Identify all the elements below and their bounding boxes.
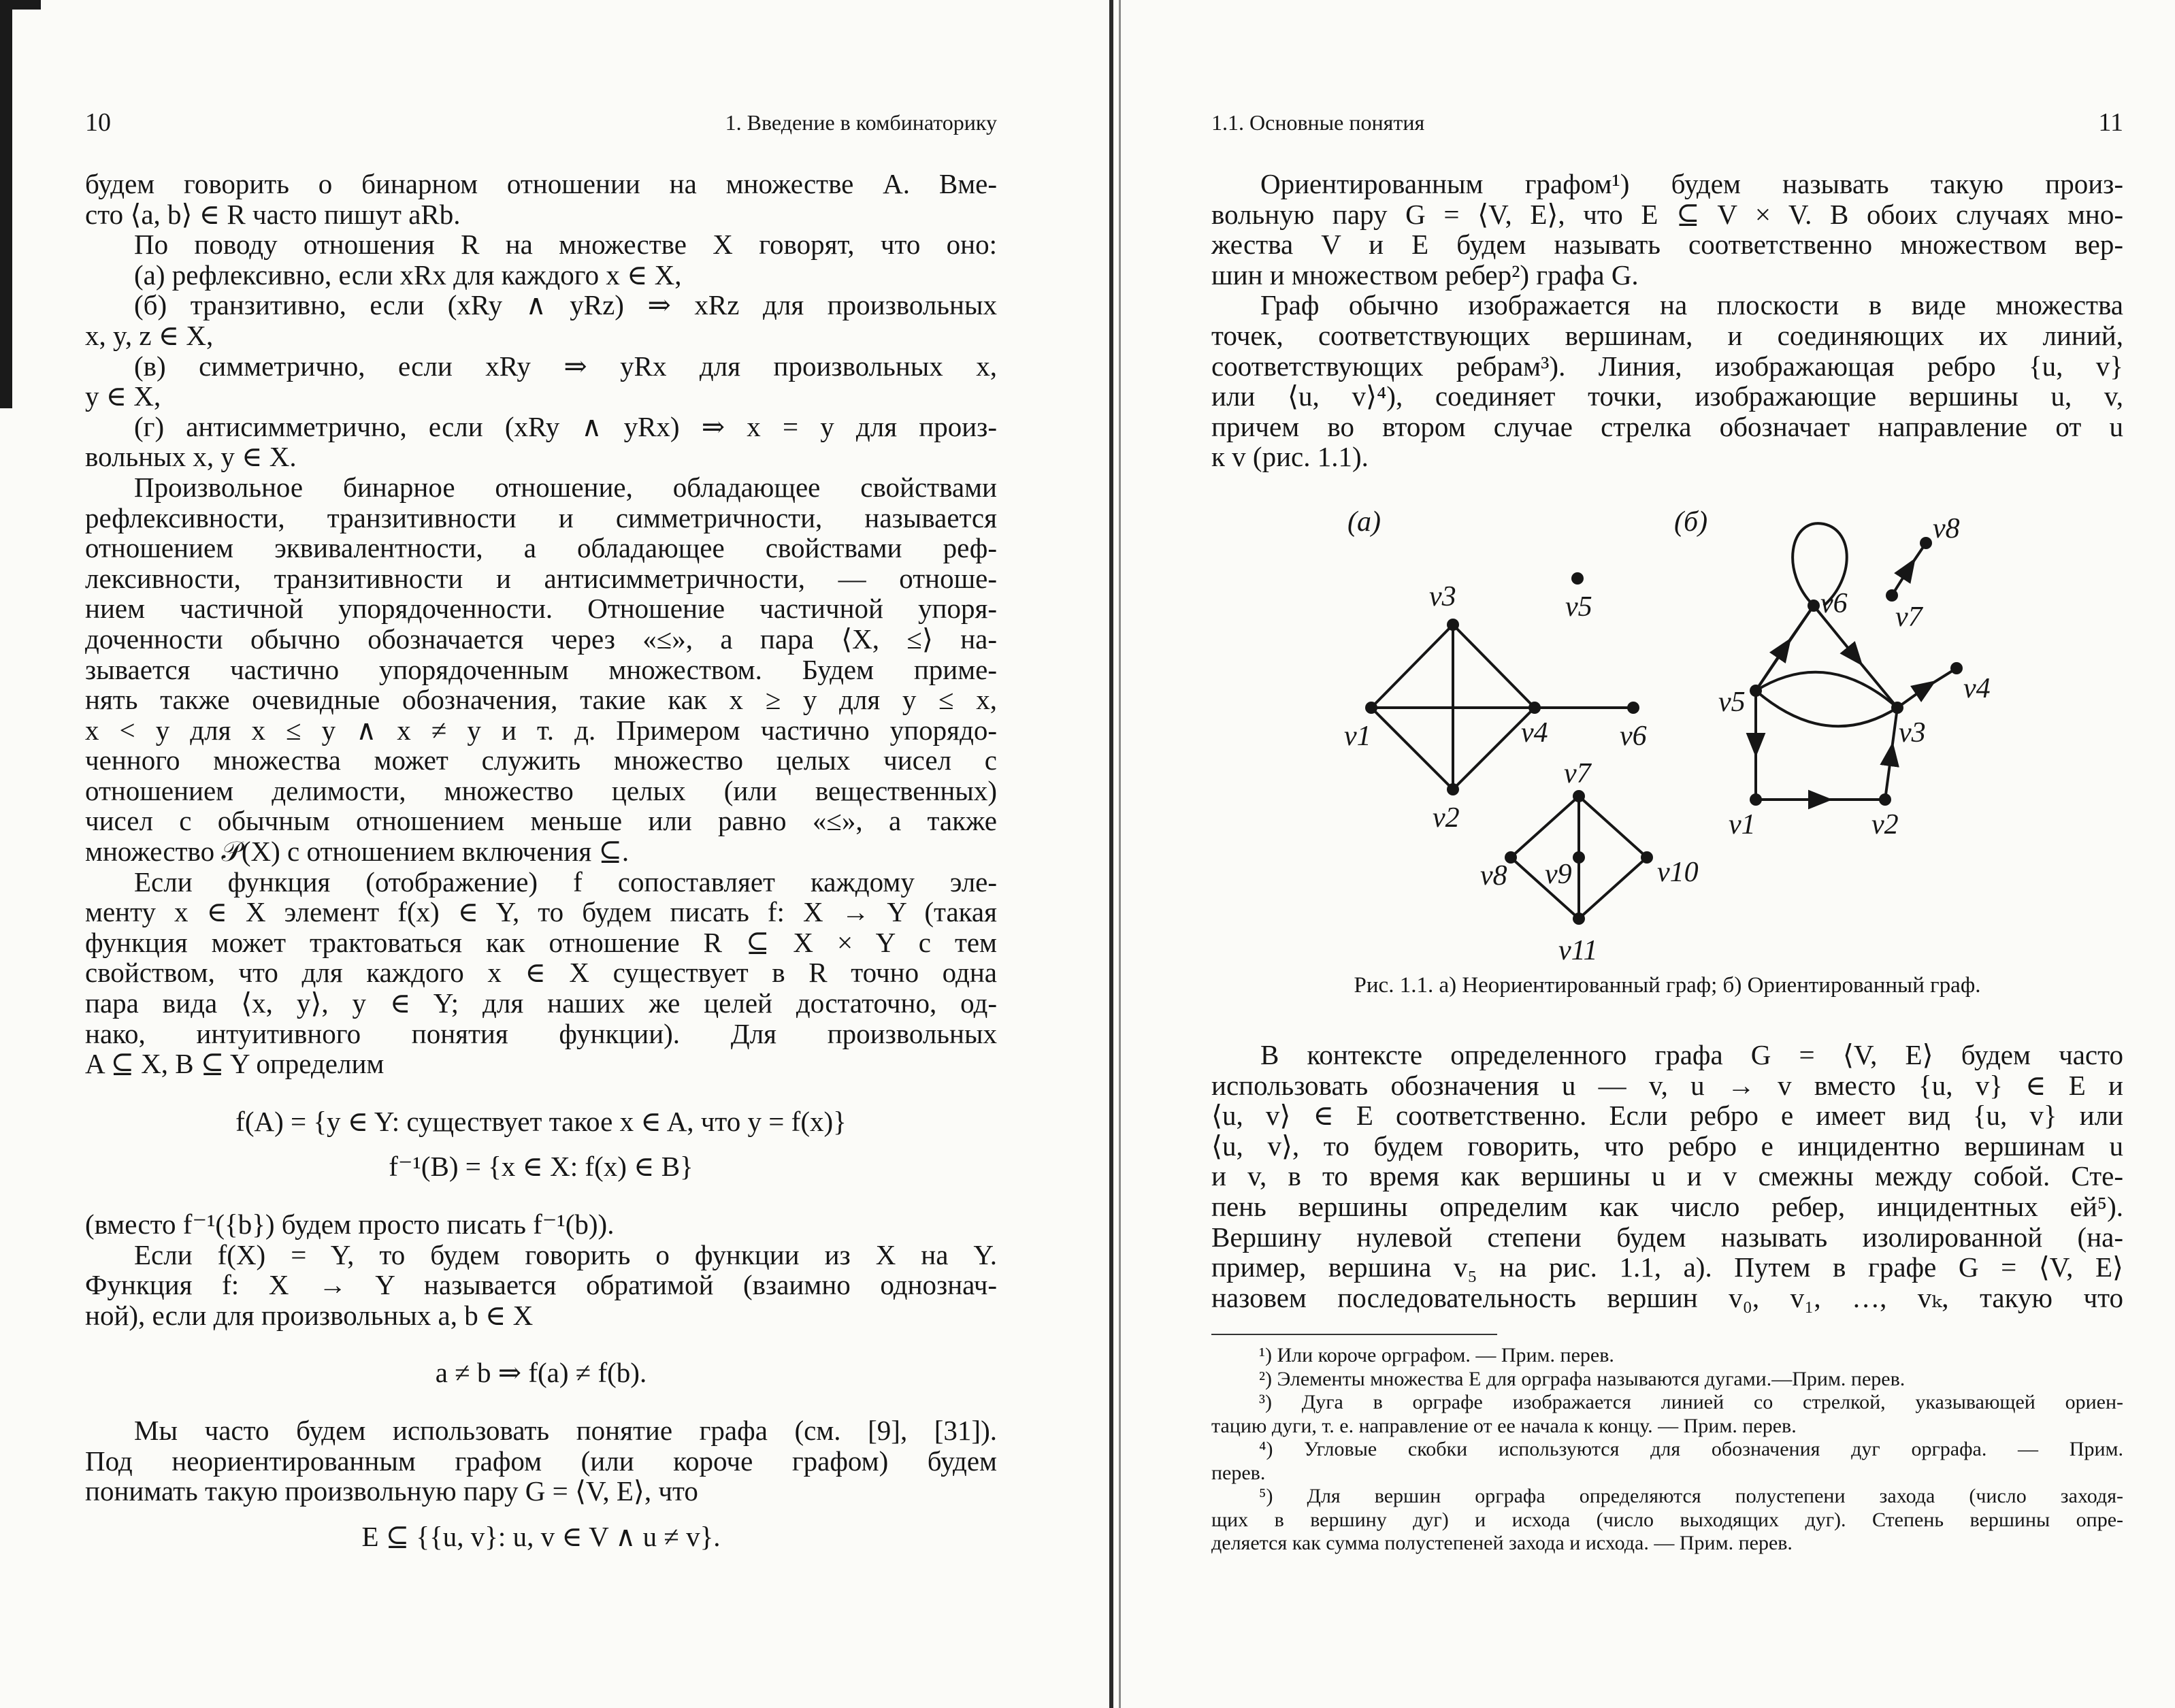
left-page-header	[85, 108, 997, 142]
graph-a-vertex	[1627, 702, 1639, 714]
figure-1-1	[1211, 490, 2123, 966]
footnote-line: ⁵) Для вершин орграфа определяются полустепени захода (число заходя-	[1259, 1485, 2123, 1507]
text-line: лексивности, транзитивности и антисимметричности, — отноше-	[85, 562, 997, 594]
graph-a-vertex	[1447, 783, 1459, 795]
text-line: вольную пару G = ⟨V, E⟩, что E ⊆ V × V. В обоих случаях мно-	[1211, 198, 2123, 230]
graph-a-label: v7	[1564, 758, 1591, 789]
text-line: (б) транзитивно, если (xRy ∧ yRz) ⇒ xRz для произвольных	[134, 289, 997, 321]
footnote-line: щих в вершину дуг) и исхода (число выходящих дуг). Степень вершины опре-	[1211, 1508, 2123, 1531]
scan-border-mark-top	[0, 0, 41, 10]
text-line: ⟨u, v⟩ ∈ E соответственно. Если ребро e имеет вид {u, v} или	[1211, 1100, 2123, 1132]
graph-b-label: v4	[1963, 673, 1991, 704]
graph-b-arc	[1885, 708, 1897, 800]
text-line: отношением эквивалентности, а обладающее свойствами реф-	[85, 532, 997, 564]
text-line: назовем последовательность вершин v₀, v₁, …, vₖ, такую что	[1211, 1281, 2123, 1313]
text-line: нием частичной упорядоченности. Отношение частичной упоря-	[85, 593, 997, 625]
graph-a-edge	[1371, 708, 1453, 789]
graph-b-vertex	[1886, 589, 1898, 602]
graph-b-vertex	[1750, 685, 1762, 697]
text-line: Функция f: X → Y называется обратимой (взаимно однознач-	[85, 1269, 997, 1301]
running-title: 1. Введение в комбинаторику	[725, 110, 997, 135]
graph-a-label: v1	[1344, 721, 1371, 752]
text-line: (г) антисимметрично, если (xRy ∧ yRx) ⇒ x = y для произ-	[134, 410, 997, 442]
text-line: пень вершины определим как число ребер, инцидентных ей⁵).	[1211, 1190, 2123, 1222]
graph-b-arc	[1897, 668, 1957, 708]
text-line: y ∈ X,	[85, 380, 161, 412]
text-line: сто ⟨a, b⟩ ∈ R часто пишут aRb.	[85, 198, 461, 230]
text-line: к v (рис. 1.1).	[1211, 441, 1369, 473]
graph-a-label: v5	[1565, 591, 1592, 623]
text-line: использовать обозначения u — v, u → v вместо {u, v} ∈ E и	[1211, 1069, 2123, 1101]
text-line: рефлексивности, транзитивности и симметричности, называется	[85, 502, 997, 533]
graph-b-vertex	[1920, 537, 1932, 549]
text-line: Ориентированным графом¹) будем называть такую произ-	[1260, 168, 2123, 199]
text-line: (вместо f⁻¹({b}) будем просто писать f⁻¹(b)).	[85, 1209, 615, 1240]
graph-a-vertex	[1528, 702, 1541, 714]
text-line: вольных x, y ∈ X.	[85, 441, 297, 473]
graph-a-vertex	[1571, 572, 1584, 585]
right-page-text-bottom	[1211, 1040, 2123, 1313]
graph-a-edge	[1579, 857, 1647, 919]
graph-a-edge	[1579, 796, 1647, 857]
text-line: Под неориентированным графом (или короче графом) будем	[85, 1445, 997, 1477]
footnotes	[1211, 1344, 2123, 1556]
left-page	[85, 0, 997, 1708]
graph-b-label: v3	[1899, 717, 1926, 749]
formula-line: a ≠ b ⇒ f(a) ≠ f(b).	[435, 1357, 647, 1389]
text-line: менту x ∈ X элемент f(x) ∈ Y, то будем писать f: X → Y (такая	[85, 896, 997, 928]
formula-line: E ⊆ {{u, v}: u, v ∈ V ∧ u ≠ v}.	[361, 1520, 721, 1552]
graph-a-edge	[1511, 796, 1579, 857]
text-line: x, y, z ∈ X,	[85, 319, 214, 351]
text-line: зывается частично упорядоченным множеством. Будем приме-	[85, 653, 997, 685]
figure-caption: Рис. 1.1. а) Неориентированный граф; б) Ориентированный граф.	[1354, 973, 1981, 998]
text-line: свойством, что для каждого x ∈ X существует в R точно одна	[85, 957, 997, 989]
running-title: 1.1. Основные понятия	[1211, 110, 1425, 135]
graph-b-label: v1	[1729, 809, 1756, 840]
footnote-line: ⁴) Угловые скобки используются для обозначения дуг орграфа. — Прим.	[1259, 1438, 2123, 1460]
text-line: отношением делимости, множество целых (или вещественных)	[85, 774, 997, 806]
text-line: пара вида ⟨x, y⟩, y ∈ Y; для наших же целей достаточно, од-	[85, 987, 997, 1019]
text-line: жества V и E будем называть соответственно множеством вер-	[1211, 229, 2123, 261]
graph-b-arc	[1892, 543, 1926, 595]
graph-b-vertex	[1879, 793, 1891, 806]
graph-a-label: v3	[1429, 581, 1456, 612]
graph-a-vertex	[1365, 702, 1377, 714]
text-line: ченного множества может служить множество целых чисел с	[85, 744, 997, 776]
text-line: (а) рефлексивно, если xRx для каждого x ∈ X,	[134, 259, 682, 291]
text-line: понимать такую произвольную пару G = ⟨V, E⟩, что	[85, 1475, 698, 1507]
graph-a-vertex	[1573, 851, 1585, 864]
graph-a-label: v2	[1433, 802, 1460, 834]
footnote-line: ²) Элементы множества E для орграфа называются дугами.—Прим. перев.	[1259, 1367, 1906, 1390]
text-line: Если f(X) = Y, то будем говорить о функции из X на Y.	[134, 1238, 997, 1270]
graph-a-vertex	[1573, 790, 1585, 802]
text-line: В контексте определенного графа G = ⟨V, E⟩ будем часто	[1260, 1039, 2123, 1070]
text-line: чисел с обычным отношением меньше или равно «≤», а также	[85, 805, 997, 837]
graph-a-label: v8	[1480, 860, 1507, 891]
footnote-rule	[1211, 1334, 1497, 1335]
text-line: доченности обычно обозначается через «≤», а пара ⟨X, ≤⟩ на-	[85, 623, 997, 655]
text-line: Мы часто будем использовать понятие графа (см. [9], [31]).	[134, 1414, 997, 1446]
book-gutter-shadow	[1119, 0, 1121, 1708]
graph-b-label: v8	[1933, 513, 1960, 544]
right-page	[1211, 0, 2123, 1708]
text-line: По поводу отношения R на множестве X говорят, что оно:	[134, 229, 997, 261]
footnote-line: ¹) Или короче орграфом. — Прим. перев.	[1259, 1344, 1614, 1366]
text-line: ной), если для произвольных a, b ∈ X	[85, 1299, 534, 1331]
left-page-text	[85, 169, 997, 1551]
figure-label-a: (а)	[1347, 506, 1381, 538]
text-line: нако, интуитивного понятия функции). Для произвольных	[85, 1017, 997, 1049]
graph-b-label: v5	[1718, 687, 1746, 718]
text-line: функция может трактоваться как отношение R ⊆ X × Y с тем	[85, 926, 997, 958]
text-line: Произвольное бинарное отношение, обладающее свойствами	[134, 471, 997, 503]
formula-line: f(A) = {y ∈ Y: существует такое x ∈ A, что y = f(x)}	[235, 1105, 847, 1137]
figure-label-b: (б)	[1674, 506, 1708, 538]
graph-a-edge	[1453, 625, 1535, 708]
graph-b-label: v7	[1895, 602, 1923, 633]
graph-a-edge	[1371, 625, 1453, 708]
graph-b-vertex	[1750, 793, 1762, 806]
text-line: множество 𝒫(X) с отношением включения ⊆.	[85, 836, 629, 868]
graph-a-label: v9	[1545, 859, 1572, 890]
text-line: A ⊆ X, B ⊆ Y определим	[85, 1048, 385, 1080]
footnote-line: тацию дуги, т. е. направление от ее начала к концу. — Прим. перев.	[1211, 1414, 1797, 1437]
right-page-text-top	[1211, 169, 2123, 472]
text-line: Вершину нулевой степени будем называть изолированной (на-	[1211, 1221, 2123, 1253]
graph-a-label: v10	[1657, 857, 1699, 888]
formula-line: f⁻¹(B) = {x ∈ X: f(x) ∈ B}	[389, 1151, 693, 1183]
text-line: причем во втором случае стрелка обозначает направление от u	[1211, 410, 2123, 442]
footnote-line: ³) Дуга в орграфе изображается линией со стрелкой, указывающей ориен-	[1259, 1391, 2123, 1413]
graph-b-label: v2	[1871, 809, 1899, 840]
book-gutter	[1109, 0, 1113, 1708]
text-line: (в) симметрично, если xRy ⇒ yRx для произвольных x,	[134, 350, 997, 382]
graph-a-label: v4	[1521, 717, 1548, 749]
text-line: точек, соответствующих вершинам, и соединяющих их линий,	[1211, 319, 2123, 351]
text-line: Если функция (отображение) f сопоставляет каждому эле-	[134, 866, 997, 898]
graph-b-arc	[1814, 606, 1897, 708]
text-line: x < y для x ≤ y ∧ x ≠ y и т. д. Примером частично упорядо-	[85, 714, 997, 746]
text-line: Граф обычно изображается на плоскости в виде множества	[1260, 289, 2123, 321]
text-line: пример, вершина v₅ на рис. 1.1, а). Путем в графе G = ⟨V, E⟩	[1211, 1251, 2123, 1283]
text-line: нять также очевидные обозначения, такие как x ≥ y для y ≤ x,	[85, 684, 997, 716]
graph-b-vertex	[1808, 600, 1820, 612]
text-line: будем говорить о бинарном отношении на множестве A. Вме-	[85, 168, 997, 199]
right-page-header	[1211, 108, 2123, 142]
graph-b-arc	[1756, 691, 1897, 726]
text-line: или ⟨u, v⟩⁴), соединяет точки, изображающие вершины u, v,	[1211, 380, 2123, 412]
graph-b-vertex	[1891, 702, 1903, 714]
graph-a-label: v11	[1558, 935, 1598, 966]
graph-a-vertex	[1641, 851, 1653, 864]
footnote-line: деляется как сумма полустепеней захода и исхода. — Прим. перев.	[1211, 1532, 1793, 1554]
text-line: шин и множеством ребер²) графа G.	[1211, 259, 1639, 291]
graph-a-vertex	[1573, 913, 1585, 925]
graph-b-label: v6	[1820, 588, 1848, 619]
page-number: 11	[2098, 108, 2123, 137]
page-number: 10	[85, 108, 111, 137]
graph-a-vertex	[1447, 619, 1459, 631]
text-line: и v, в то время как вершины u и v смежны между собой. Сте-	[1211, 1160, 2123, 1192]
graph-b-arc	[1756, 672, 1897, 708]
graph-b-vertex	[1950, 662, 1963, 674]
footnote-line: перев.	[1211, 1461, 1266, 1484]
scan-border-mark	[0, 0, 12, 408]
graph-a-label: v6	[1620, 721, 1647, 752]
text-line: ⟨u, v⟩, то будем говорить, что ребро e инцидентно вершинам u	[1211, 1130, 2123, 1162]
text-line: соответствующих ребрам³). Линия, изображающая ребро {u, v}	[1211, 350, 2123, 382]
